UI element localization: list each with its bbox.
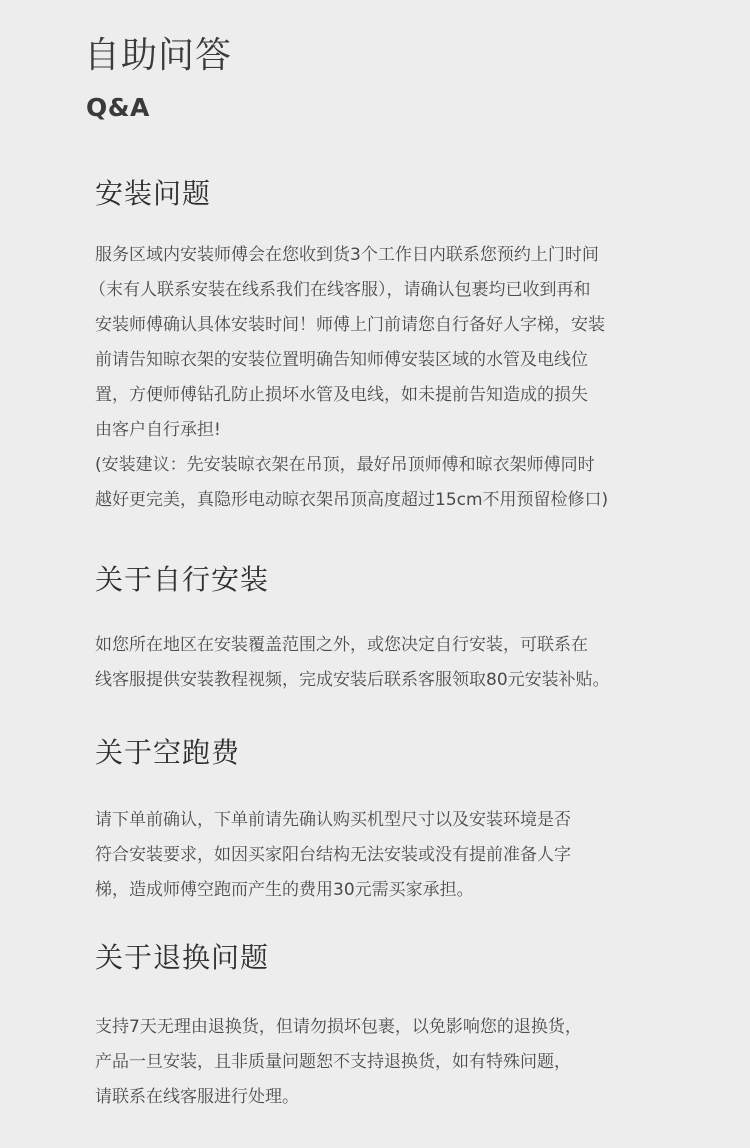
body-line: 越好更完美，真隐形电动晾衣架吊顶高度超过15cm不用预留检修口) [95, 490, 609, 510]
body-line: 置，方便师傅钻孔防止损坏水管及电线，如未提前告知造成的损失 [95, 385, 588, 405]
body-line: 符合安装要求，如因买家阳台结构无法安装或没有提前准备人字 [95, 845, 571, 865]
body-line: 由客户自行承担! [95, 420, 221, 440]
section-heading: 安装问题 [95, 177, 212, 210]
body-line: （末有人联系安装在线系我们在线客服），请确认包裹均已收到再和 [89, 280, 591, 300]
section-returns-exchanges [95, 940, 695, 1115]
section-body [89, 238, 695, 518]
body-line: 请下单前确认，下单前请先确认购买机型尺寸以及安装环境是否 [95, 810, 571, 830]
body-line: 安装师傅确认具体安装时间！师傅上门前请您自行备好人字梯，安装 [95, 315, 605, 335]
section-no-show-fee [95, 735, 695, 908]
body-line: 如您所在地区在安装覆盖范围之外，或您决定自行安装，可联系在 [95, 635, 588, 655]
section-installation-questions [89, 176, 695, 518]
body-line: 请联系在线客服进行处理。 [95, 1087, 299, 1107]
section-body [95, 803, 695, 908]
section-heading: 关于自行安装 [95, 563, 270, 596]
page-title: 自助问答 [84, 35, 233, 76]
page-subtitle: Q&A [86, 93, 150, 122]
section-body [95, 628, 695, 698]
body-line: (安装建议：先安装晾衣架在吊顶，最好吊顶师傅和晾衣架师傅同时 [95, 455, 595, 475]
body-line: 线客服提供安装教程视频，完成安装后联系客服领取80元安装补贴。 [95, 670, 610, 690]
body-line: 梯，造成师傅空跑而产生的费用30元需买家承担。 [95, 880, 474, 900]
section-heading: 关于退换问题 [95, 941, 270, 974]
body-line: 产品一旦安装，且非质量问题恕不支持退换货，如有特殊问题， [95, 1052, 571, 1072]
body-line: 服务区域内安装师傅会在您收到货3个工作日内联系您预约上门时间 [95, 245, 599, 265]
body-line: 支持7天无理由退换货，但请勿损坏包裹，以免影响您的退换货， [95, 1017, 582, 1037]
section-self-installation [95, 562, 695, 698]
body-line: 前请告知晾衣架的安装位置明确告知师傅安装区域的水管及电线位 [95, 350, 588, 370]
section-heading: 关于空跑费 [95, 736, 241, 769]
section-body [95, 1010, 695, 1115]
